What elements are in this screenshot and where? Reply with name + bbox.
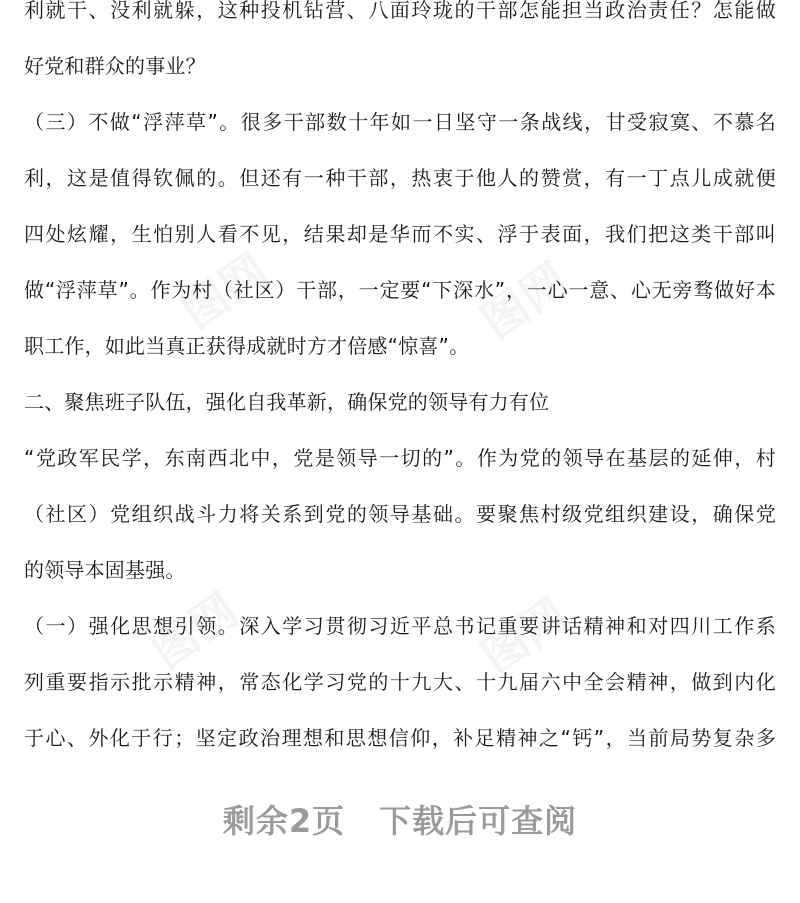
remaining-pages-label: 剩余2页 xyxy=(222,802,346,840)
text-line: 利，这是值得钦佩的。但还有一种干部，热衷于他人的赞赏，有一丁点儿成就便 xyxy=(24,166,776,190)
text-line: （一）强化思想引领。深入学习贯彻习近平总书记重要讲话精神和对四川工作系 xyxy=(24,614,776,638)
text-line: 好党和群众的事业？ xyxy=(24,54,206,78)
text-line: 的领导本固基强。 xyxy=(24,558,186,582)
document-body xyxy=(24,0,776,766)
watermark: 图网 xyxy=(471,252,578,350)
text-line: （社区）党组织战斗力将关系到党的领导基础。要聚焦村级党组织建设，确保党 xyxy=(24,502,776,526)
section-heading: 二、聚焦班子队伍，强化自我革新，确保党的领导有力有位 xyxy=(24,390,550,414)
text-line: 四处炫耀，生怕别人看不见，结果却是华而不实、浮于表面，我们把这类干部叫 xyxy=(24,222,776,246)
watermark: 图网 xyxy=(141,582,248,680)
text-line: “党政军民学，东南西北中，党是领导一切的”。作为党的领导在基层的延伸，村 xyxy=(24,446,776,470)
watermark: 图网 xyxy=(471,587,578,685)
text-line: （三）不做“浮萍草”。很多干部数十年如一日坚守一条战线，甘受寂寞、不慕名 xyxy=(24,110,776,134)
text-line: 利就干、没利就躲，这种投机钻营、八面玲珑的干部怎能担当政治责任？怎能做 xyxy=(24,0,776,22)
text-line: 列重要指示批示精神，常态化学习党的十九大、十九届六中全会精神，做到内化 xyxy=(24,670,776,694)
text-line: 于心、外化于行；坚定政治理想和思想信仰，补足精神之“钙”，当前局势复杂多 xyxy=(24,726,776,750)
text-line: 做“浮萍草”。作为村（社区）干部，一定要“下深水”，一心一意、心无旁骛做好本 xyxy=(24,278,776,302)
download-prompt[interactable] xyxy=(0,796,800,842)
download-to-view-label: 下载后可查阅 xyxy=(379,802,578,840)
text-line: 职工作，如此当真正获得成就时方才倍感“惊喜”。 xyxy=(24,334,470,358)
watermark: 图网 xyxy=(171,242,278,340)
